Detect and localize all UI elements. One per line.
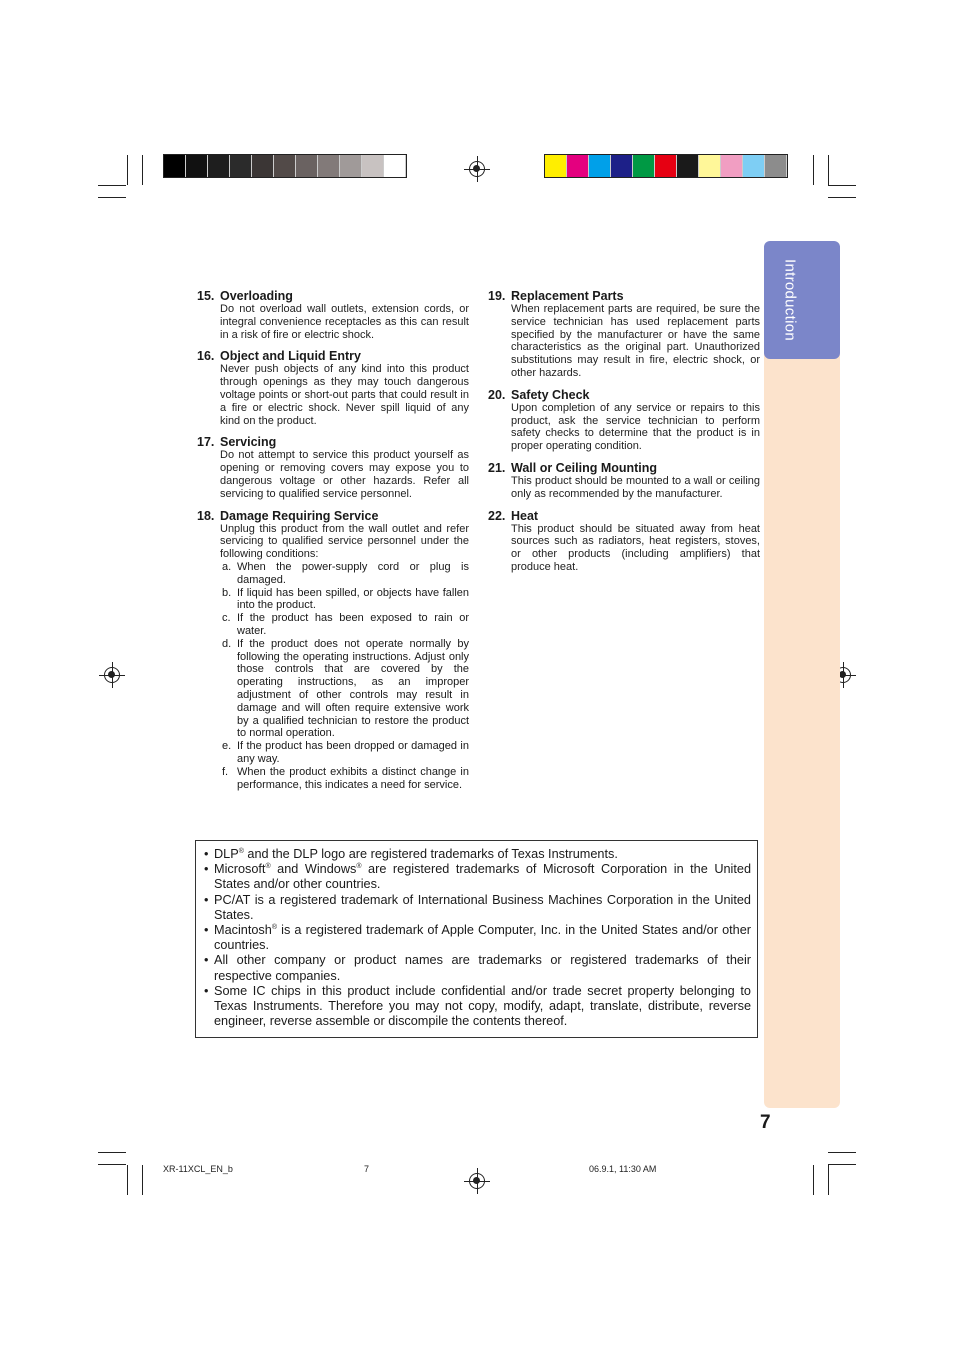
crop-mark bbox=[828, 185, 856, 186]
trademark-text: and the DLP logo are registered trademarks of Texas Instruments. bbox=[243, 847, 618, 861]
color-swatch bbox=[611, 155, 633, 177]
color-swatch bbox=[589, 155, 611, 177]
registered-mark: ® bbox=[265, 862, 271, 870]
crop-mark bbox=[98, 1152, 126, 1153]
page-number: 7 bbox=[760, 1112, 771, 1133]
registered-mark: ® bbox=[271, 923, 277, 931]
item-number: 20. bbox=[488, 387, 506, 402]
trademark-text: Some IC chips in this product include confidential and/or trade secret property belonging to Texas Instruments. Therefore you may not copy, modify, adapt, translate, distribute, reverse engineer, reverse assemble or discompile the contents thereof. bbox=[214, 983, 751, 1029]
trademark-name: Macintosh bbox=[214, 923, 272, 938]
safety-item bbox=[197, 289, 469, 341]
bullet: • bbox=[204, 892, 209, 907]
condition-text: If liquid has been spilled, or objects have fallen into the product. bbox=[237, 586, 469, 612]
bullet: • bbox=[204, 953, 209, 968]
registration-mark-icon bbox=[469, 1173, 485, 1189]
condition-item bbox=[197, 587, 469, 613]
condition-item bbox=[197, 638, 469, 740]
trademark-text: is a registered trademark of Apple Computer, Inc. in the United States and/or other countries. bbox=[214, 923, 751, 953]
safety-item bbox=[197, 435, 469, 500]
safety-item bbox=[197, 349, 469, 427]
color-swatch bbox=[274, 155, 296, 177]
condition-text: If the product does not operate normally by following the operating instructions. Adjust only those controls that are covered by the operating instructions, as an improper adjustment of other controls may result in damage and will often require extensive work by a qualified technician to restore the product to normal operation. bbox=[237, 637, 469, 740]
color-swatch bbox=[545, 155, 567, 177]
color-swatch bbox=[318, 155, 340, 177]
condition-text: When the power-supply cord or plug is damaged. bbox=[237, 560, 469, 586]
registered-mark: ® bbox=[356, 862, 362, 870]
crop-mark bbox=[98, 185, 126, 186]
crop-mark bbox=[127, 1165, 128, 1195]
crop-mark bbox=[828, 197, 856, 198]
item-title: Wall or Ceiling Mounting bbox=[511, 460, 658, 475]
condition-text: If the product has been dropped or damaged in any way. bbox=[237, 740, 469, 765]
crop-mark bbox=[98, 1164, 126, 1165]
crop-mark bbox=[127, 155, 128, 185]
footer-file-name: XR-11XCL_EN_b bbox=[163, 1164, 233, 1174]
crop-mark bbox=[828, 1152, 856, 1153]
bullet: • bbox=[204, 862, 209, 877]
condition-item bbox=[197, 612, 469, 638]
safety-item bbox=[488, 388, 760, 453]
color-swatch bbox=[677, 155, 699, 177]
color-swatch bbox=[164, 155, 186, 177]
section-tab-label: Introduction bbox=[781, 259, 799, 341]
condition-item bbox=[197, 766, 469, 792]
item-body: This product should be situated away from heat sources such as radiators, heat registers, stoves, or other products (including amplifiers) that produce heat. bbox=[511, 522, 760, 573]
bullet: • bbox=[204, 923, 209, 938]
trademark-item bbox=[204, 953, 751, 983]
grayscale-calibration-bar bbox=[163, 154, 407, 178]
bullet: • bbox=[204, 847, 209, 861]
condition-text: When the product exhibits a distinct change in performance, this indicates a need for service. bbox=[237, 765, 469, 791]
sidebar-panel bbox=[764, 242, 840, 1108]
item-number: 16. bbox=[197, 349, 215, 364]
crop-mark bbox=[813, 155, 814, 185]
item-title: Heat bbox=[511, 508, 539, 523]
condition-letter: a. bbox=[222, 560, 232, 573]
safety-item bbox=[488, 289, 760, 380]
item-title: Damage Requiring Service bbox=[220, 508, 379, 523]
condition-item bbox=[197, 561, 469, 587]
crop-mark bbox=[828, 1165, 829, 1195]
safety-item bbox=[488, 461, 760, 501]
right-column bbox=[488, 289, 760, 582]
condition-letter: c. bbox=[222, 612, 231, 625]
color-swatch bbox=[655, 155, 677, 177]
trademark-item bbox=[204, 862, 751, 892]
color-swatch bbox=[384, 155, 406, 177]
color-swatch bbox=[743, 155, 765, 177]
trademark-text: PC/AT is a registered trademark of International Business Machines Corporation in the United States. bbox=[214, 892, 751, 922]
trademark-name: and Windows bbox=[270, 862, 357, 877]
safety-item bbox=[197, 509, 469, 792]
condition-item bbox=[197, 740, 469, 766]
color-swatch bbox=[362, 155, 384, 177]
item-body: Upon completion of any service or repairs to this product, ask the service technician to perform safety checks to determine that the product is in proper operating condition. bbox=[511, 401, 760, 453]
item-number: 15. bbox=[197, 289, 215, 303]
condition-letter: b. bbox=[222, 586, 232, 599]
item-body: Never push objects of any kind into this product through openings as they may touch dangerous voltage points or short-out parts that could result in a fire or electric shock. Never spill liquid of any kind on the product. bbox=[220, 363, 469, 427]
color-swatch bbox=[765, 155, 787, 177]
color-swatch bbox=[567, 155, 589, 177]
color-swatch bbox=[699, 155, 721, 177]
color-swatch bbox=[208, 155, 230, 177]
registered-mark: ® bbox=[238, 847, 244, 855]
bullet: • bbox=[204, 983, 209, 998]
item-body: Do not attempt to service this product yourself as opening or removing covers may expose you to dangerous voltage or other hazards. Refer all servicing to qualified service personnel. bbox=[220, 449, 469, 500]
registration-mark-icon bbox=[104, 667, 120, 683]
item-body: Do not overload wall outlets, extension cords, or integral convenience receptacles as this can result in a risk of fire or electric shock. bbox=[220, 303, 469, 341]
item-title: Object and Liquid Entry bbox=[220, 349, 361, 364]
color-swatch bbox=[721, 155, 743, 177]
condition-letter: f. bbox=[222, 765, 229, 778]
item-title: Safety Check bbox=[511, 387, 590, 402]
crop-mark bbox=[142, 155, 143, 185]
item-title: Servicing bbox=[220, 435, 277, 450]
item-number: 21. bbox=[488, 460, 506, 475]
trademark-text: All other company or product names are trademarks or registered trademarks of their respective companies. bbox=[214, 953, 751, 983]
trademark-item bbox=[204, 984, 751, 1030]
trademark-text: are registered trademarks of Microsoft Corporation in the United States and/or other countries. bbox=[214, 862, 752, 892]
item-body: Unplug this product from the wall outlet and refer servicing to qualified service personnel under the following conditions: bbox=[220, 522, 469, 561]
item-number: 19. bbox=[488, 289, 506, 303]
registration-mark-icon bbox=[469, 161, 485, 177]
item-number: 22. bbox=[488, 508, 506, 523]
color-swatch bbox=[186, 155, 208, 177]
trademark-item bbox=[204, 893, 751, 923]
color-swatch bbox=[252, 155, 274, 177]
crop-mark bbox=[813, 1165, 814, 1195]
crop-mark bbox=[142, 1165, 143, 1195]
condition-letter: e. bbox=[222, 740, 232, 753]
safety-item bbox=[488, 509, 760, 574]
trademark-item bbox=[204, 847, 751, 862]
item-body: When replacement parts are required, be sure the service technician has used replacement parts specified by the manufacturer or have the same characteristics as the original part. Unauthorized substitutions may result in fire, electric shock, or other hazards. bbox=[511, 303, 760, 379]
color-swatch bbox=[633, 155, 655, 177]
item-title: Replacement Parts bbox=[511, 289, 624, 303]
item-number: 17. bbox=[197, 435, 215, 450]
item-body: This product should be mounted to a wall or ceiling only as recommended by the manufacturer. bbox=[511, 474, 760, 500]
footer-date: 06.9.1, 11:30 AM bbox=[589, 1164, 657, 1174]
crop-mark bbox=[828, 1164, 856, 1165]
item-number: 18. bbox=[197, 508, 215, 523]
condition-text: If the product has been exposed to rain or water. bbox=[237, 612, 469, 637]
trademark-notice-box bbox=[195, 840, 758, 1038]
condition-letter: d. bbox=[222, 637, 232, 650]
color-calibration-bar bbox=[544, 154, 788, 178]
color-swatch bbox=[230, 155, 252, 177]
color-swatch bbox=[340, 155, 362, 177]
crop-mark bbox=[98, 197, 126, 198]
crop-mark bbox=[828, 155, 829, 185]
trademark-name: DLP bbox=[214, 847, 239, 861]
left-column bbox=[197, 289, 469, 799]
footer-page: 7 bbox=[364, 1164, 370, 1174]
item-title: Overloading bbox=[220, 289, 293, 303]
color-swatch bbox=[296, 155, 318, 177]
trademark-name: Microsoft bbox=[214, 862, 266, 877]
trademark-item bbox=[204, 923, 751, 953]
